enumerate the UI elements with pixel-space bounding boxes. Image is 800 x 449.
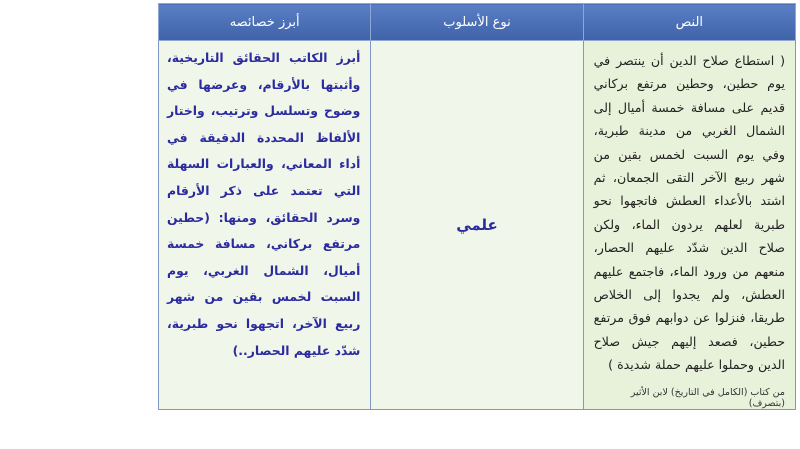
document-table-wrapper xyxy=(158,3,796,409)
style-type-cell xyxy=(371,41,583,410)
header-text: النص xyxy=(583,4,795,41)
table-row xyxy=(159,41,796,410)
table-header-row xyxy=(159,4,796,41)
text-cell xyxy=(583,41,795,410)
analysis-table xyxy=(158,3,796,410)
source-citation: من كتاب (الكامل في التاريخ) لابن الأثير (بتصرف) xyxy=(630,386,785,409)
header-style-type: نوع الأسلوب xyxy=(371,4,583,41)
features-cell xyxy=(159,41,371,410)
style-type-value: علمي xyxy=(456,216,498,235)
features-text: أبرز الكاتب الحقائق التاريخية، وأثبتها بالأرقام، وعرضها في وضوح وتسلسل وترتيب، واختار الألفاظ المحددة الدقيقة في أداء المعاني، والعبارات السهلة التي تعتمد على ذكر الأرقام وسرد الحقائق، ومنها: (حطين مرتفع بركاني، مسافة خمسة أميال، الشمال الغربي، يوم السبت لخمس بقين من شهر ربيع الآخر، اتجهوا نحو طبرية، شدّد عليهم الحصار..) xyxy=(167,50,361,358)
header-features: أبرز خصائصه xyxy=(159,4,371,41)
passage-text: ( استطاع صلاح الدين أن ينتصر في يوم حطين، وحطين مرتفع بركاني قديم على مسافة خمسة أميال إلى الشمال الغربي من مدينة طبرية، وفي يوم السبت لخمس بقين من شهر ربيع الآخر التقى الجمعان، ثم اشتد بالأعداء العطش فاتجهوا نحو طبرية لعلهم يردون الماء، ولكن صلاح الدين شدّد عليهم الحصار، منعهم من ورود الماء، فاجتمع عليهم العطش، ولم يجدوا إلى الخلاص طريقا، فنزلوا عن دوابهم فوق مرتفع حطين، فصعد إليهم جيش صلاح الدين وحملوا عليهم حملة شديدة ) xyxy=(593,53,785,373)
